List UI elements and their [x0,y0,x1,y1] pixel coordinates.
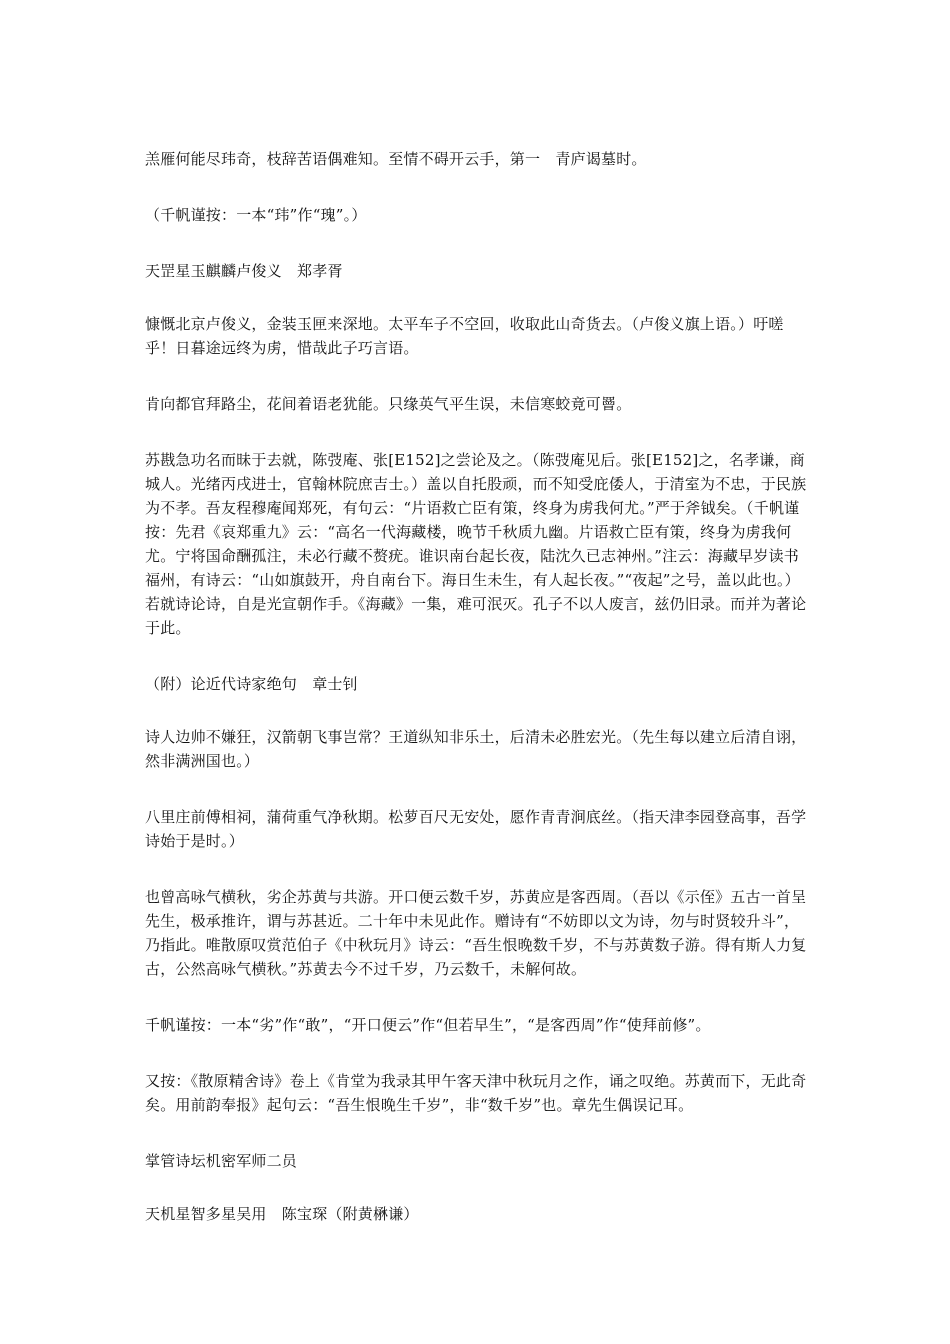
poem-paragraph: 羔雁何能尽玮奇，枝辞苦语偶难知。至情不碍开云手，第一 青庐谒墓时。 [145,150,647,168]
commentary-paragraph: 苏戡急功名而昧于去就，陈弢庵、张[E152]之尝论及之。（陈弢庵见后。张[E152]之，名孝谦，商城人。光绪丙戌进士，官翰林院庶吉士。）盖以自托股顽，而不知受庇倭人，于清室为不忠，于民族为不孝。吾友程穆庵闻郑死，有句云：“片语救亡臣有策，终身为虏我何尤。”严于斧钺矣。（千帆谨按：先君《哀郑重九》云：“高名一代海藏楼，晚节千秋质九幽。片语救亡臣有策，终身为虏我何尤。宁将国命酬孤注，未必行藏不赘疣。谁识南台起长夜，陆沈久已志神州。”注云：海藏早岁读书福州，有诗云：“山如旗鼓开，舟自南台下。海日生未生，有人起长夜。”“夜起”之号，盖以此也。）若就诗论诗，自是光宣朝作手。《海藏》一集，难可泯灭。孔子不以人废言，兹仍旧录。而并为著论于此。 [145,451,807,637]
poem-paragraph: 也曾高咏气横秋，劣企苏黄与共游。开口便云数千岁，苏黄应是客西周。（吾以《示侄》五古一首呈先生，极承推许，谓与苏甚近。二十年中未见此作。赠诗有“不妨即以文为诗，勿与时贤较升斗”，乃指此。唯散原叹赏范伯子《中秋玩月》诗云：“吾生恨晚数千岁，不与苏黄数子游。得有斯人力复古，公然高咏气横秋。”苏黄去今不过千岁，乃云数千，未解何故。 [145,888,807,978]
poem-paragraph: 慷慨北京卢俊义，金装玉匣来深地。太平车子不空回，收取此山奇货去。（卢俊义旗上语。）吁嗟乎！日暮途远终为虏，惜哉此子巧言语。 [145,315,784,357]
poem-paragraph: 肯向都官拜路尘，花间着语老犹能。只缘英气平生误，未信寒蛟竟可罾。 [145,395,632,413]
editor-note: （千帆谨按：一本“玮”作“瑰”。） [145,206,367,224]
section-heading-appendix: （附）论近代诗家绝句 章士钊 [145,675,358,693]
section-heading-lu-junyi: 天罡星玉麒麟卢俊义 郑孝胥 [145,262,343,280]
document-body [145,147,813,1255]
editor-note: 又按：《散原精舍诗》卷上《肯堂为我录其甲午客天津中秋玩月之作，诵之叹绝。苏黄而下，无此奇矣。用前韵奉报》起句云：“吾生恨晚生千岁”，非“数千岁”也。章先生偶误记耳。 [145,1072,807,1114]
poem-paragraph: 诗人边帅不嫌狂，汉箭朝飞事岂常？王道纵知非乐土，后清未必胜宏光。（先生每以建立后清自诩，然非满洲国也。） [145,728,807,770]
editor-note: 千帆谨按：一本“劣”作“敢”，“开口便云”作“但若早生”，“是客西周”作“使拜前修”。 [145,1016,711,1034]
section-heading-strategists: 掌管诗坛机密军师二员 [145,1152,298,1170]
section-heading-wu-yong: 天机星智多星吴用 陈宝琛（附黄楙谦） [145,1205,419,1223]
poem-paragraph: 八里庄前傅相祠，蒲荷重气净秋期。松萝百尺无安处，愿作青青涧底丝。（指天津李园登高事，吾学诗始于是时。） [145,808,807,850]
